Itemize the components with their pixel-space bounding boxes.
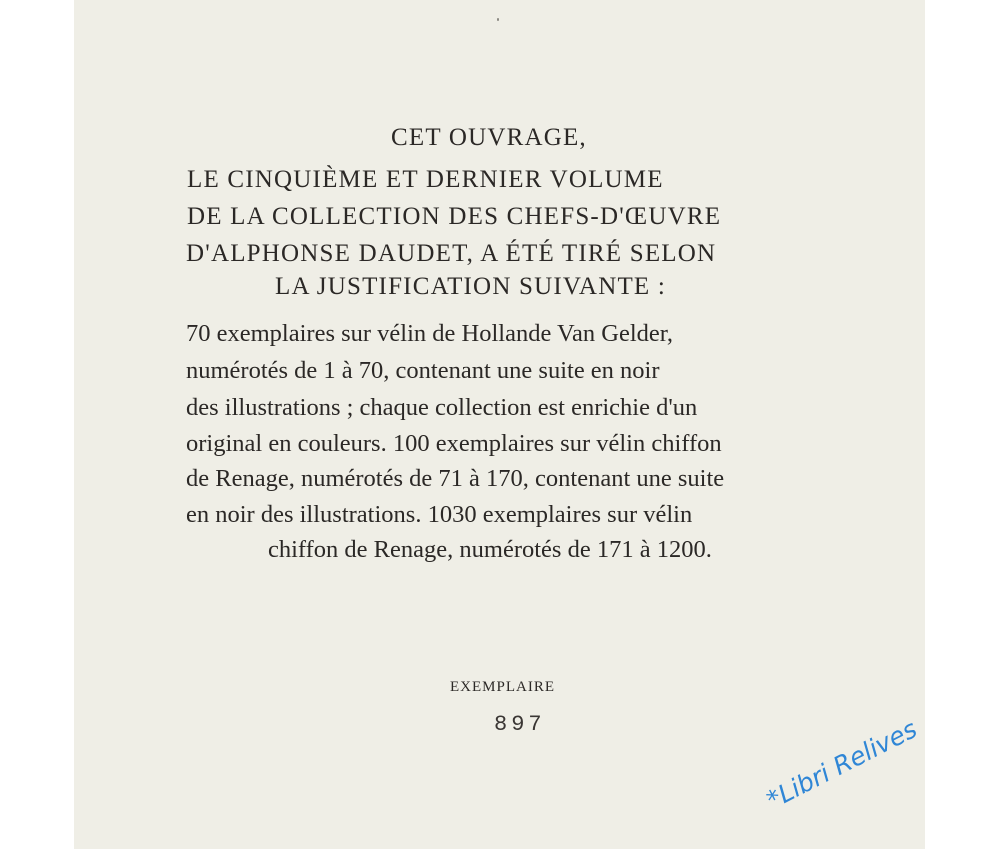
copy-label: EXEMPLAIRE — [450, 679, 555, 695]
body-line: numérotés de 1 à 70, contenant une suite en noir — [186, 357, 660, 384]
body-line: original en couleurs. 100 exemplaires sur vélin chiffon — [186, 430, 722, 457]
body-line: des illustrations ; chaque collection est enrichie d'un — [186, 394, 698, 421]
body-line: 70 exemplaires sur vélin de Hollande Van Gelder, — [186, 320, 674, 347]
heading-line: DE LA COLLECTION DES CHEFS-D'ŒUVRE — [187, 203, 722, 230]
body-line: de Renage, numérotés de 71 à 170, contenant une suite — [186, 465, 725, 492]
body-line: en noir des illustrations. 1030 exemplaires sur vélin — [186, 501, 693, 528]
watermark: *Libri Relives — [762, 714, 922, 815]
copy-number: 897 — [494, 712, 546, 737]
colophon — [74, 0, 925, 849]
heading-line: LE CINQUIÈME ET DERNIER VOLUME — [187, 166, 664, 193]
heading-line: CET OUVRAGE, — [391, 124, 587, 151]
body-line: chiffon de Renage, numérotés de 171 à 1200. — [268, 536, 712, 563]
heading-line: LA JUSTIFICATION SUIVANTE : — [275, 273, 666, 300]
heading-line: D'ALPHONSE DAUDET, A ÉTÉ TIRÉ SELON — [186, 240, 717, 267]
